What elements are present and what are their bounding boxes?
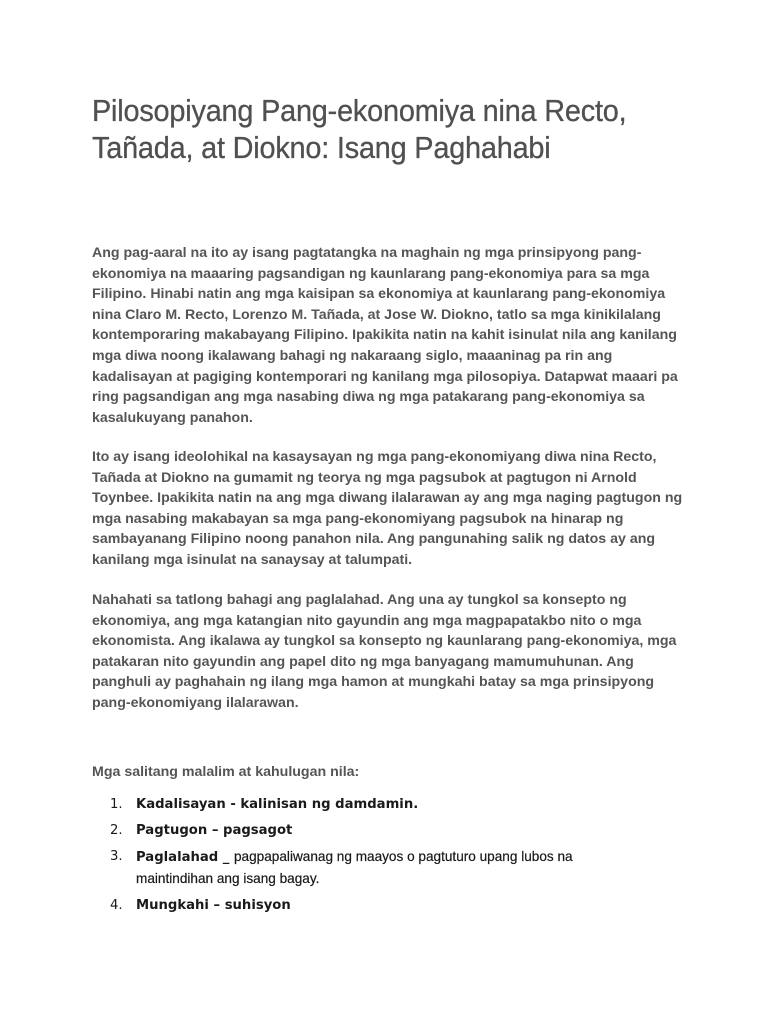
list-number: 4. <box>110 898 123 913</box>
vocab-term: Mungkahi – suhisyon <box>136 898 291 913</box>
list-number: 2. <box>110 823 123 838</box>
vocab-item <box>110 895 630 916</box>
paragraph-structure: Nahahati sa tatlong bahagi ang paglalahad. Ang una ay tungkol sa konsepto ng ekonomiya, ang mga katangian nito gayundin ang mga magpapatakbo nito o mga ekonomista. Ang ikalawa ay tungkol sa konsepto ng kaunlarang pang-ekonomiya, mga patakaran nito gayundin ang papel dito ng mga banyagang mamumuhunan. Ang panghuli ay paghahain ng ilang mga hamon at mungkahi batay sa mga prinsipyong pang-ekonomiyang ilalarawan. <box>92 592 677 711</box>
document-title: Pilosopiyang Pang-ekonomiya nina Recto, Tañada, at Diokno: Isang Paghahabi <box>92 93 627 165</box>
vocab-list <box>110 794 630 921</box>
vocab-term: Kadalisayan - kalinisan ng damdamin. <box>136 797 419 812</box>
vocab-term: Paglalahad _ <box>136 850 234 865</box>
vocab-item <box>110 846 630 890</box>
vocab-definition: pagpapaliwanag ng maayos o pagtuturo upang lubos na maintindihan ang isang bagay. <box>136 849 573 886</box>
paragraph-intro: Ang pag-aaral na ito ay isang pagtatangka na maghain ng mga prinsipyong pang-ekonomiya na maaaring pagsandigan ng kaunlarang pang-ekonomiya para sa mga Filipino. Hinabi natin ang mga kaisipan sa ekonomiya at kaunlarang pang-ekonomiya nina Claro M. Recto, Lorenzo M. Tañada, at Jose W. Diokno, tatlo sa mga kinikilalang kontemporaring makabayang Filipino. Ipakikita natin na kahit isinulat nila ang kanilang mga diwa noong ikalawang bahagi ng nakaraang siglo, maaaninag pa rin ang kadalisayan at pagiging kontemporari ng kanilang mga pilosopiya. Datapwat maaari pa ring pagsandigan ang mga nasabing diwa ng mga patakarang pang-ekonomiya sa kasalukuyang panahon. <box>92 245 678 426</box>
list-number: 1. <box>110 797 123 812</box>
vocab-term: Pagtugon – pagsagot <box>136 823 293 838</box>
vocab-item <box>110 820 630 841</box>
vocab-heading: Mga salitang malalim at kahulugan nila: <box>92 764 360 780</box>
paragraph-history: Ito ay isang ideolohikal na kasaysayan ng mga pang-ekonomiyang diwa nina Recto, Tañada at Diokno na gumamit ng teorya ng mga pagsubok at pagtugon ni Arnold Toynbee. Ipakikita natin na ang mga diwang ilalarawan ay ang mga naging pagtugon ng mga nasabing makabayan sa mga pang-ekonomiyang pagsubok na hinarap ng sambayanang Filipino noong panahon nila. Ang pangunahing salik ng datos ay ang kanilang mga isinulat na sanaysay at talumpati. <box>92 449 683 568</box>
vocab-item <box>110 794 630 815</box>
list-number: 3. <box>110 849 123 864</box>
